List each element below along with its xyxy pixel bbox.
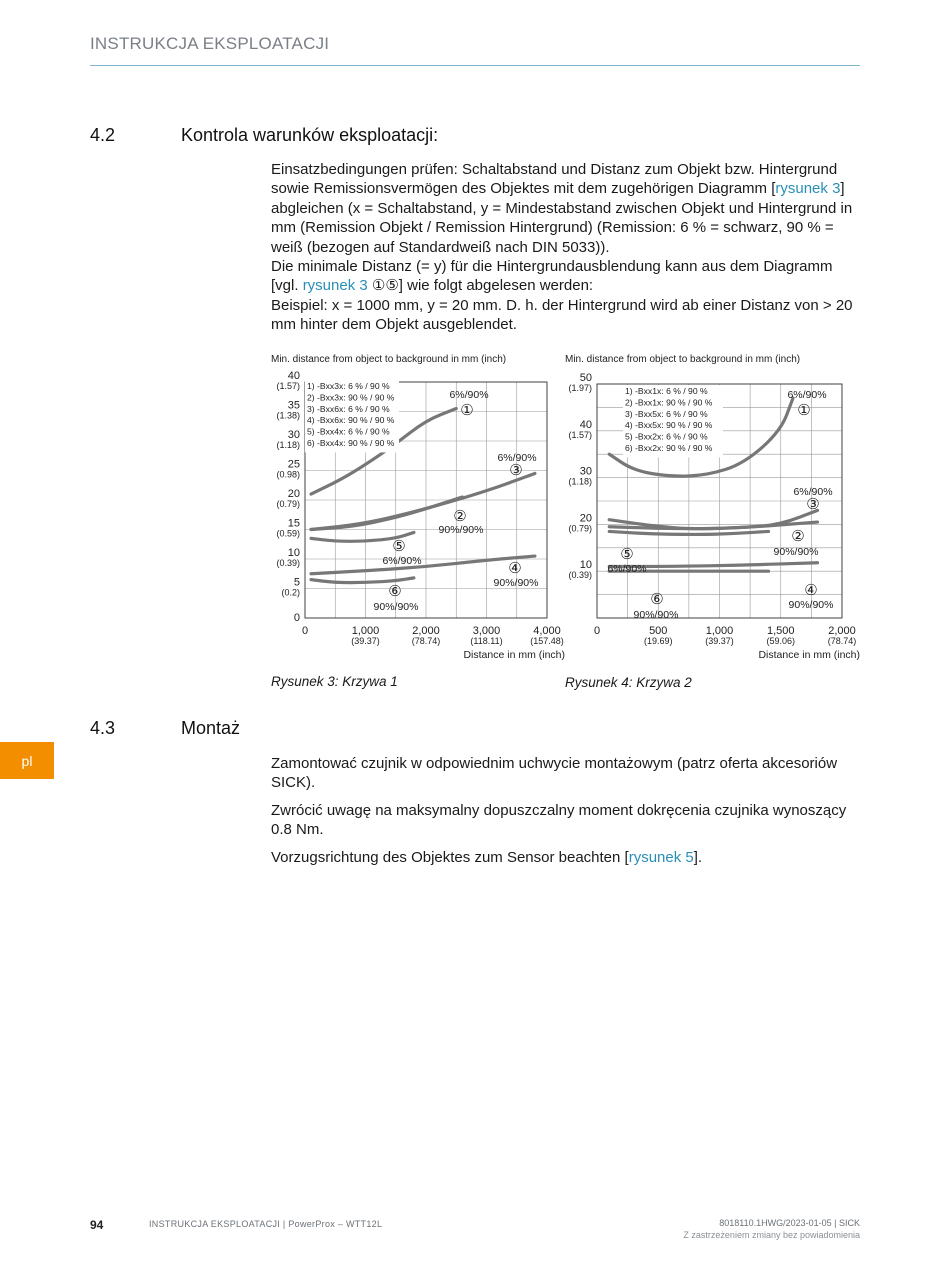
legend-entry: 5) -Bxx4x: 6 % / 90 %: [307, 426, 390, 437]
legend-entry: 4) -Bxx6x: 90 % / 90 %: [307, 415, 395, 426]
paragraph: [271, 160, 856, 257]
x-axis-label: Distance in mm (inch): [463, 649, 565, 661]
legend-entry: 3) -Bxx5x: 6 % / 90 %: [625, 408, 708, 419]
header-title: INSTRUKCJA EKSPLOATACJI: [90, 34, 330, 53]
figure-link[interactable]: rysunek 3: [302, 277, 368, 295]
legend-entry: 5) -Bxx2x: 6 % / 90 %: [625, 431, 708, 442]
footer-note: Z zastrzeżeniem zmiany bez powiadomienia: [683, 1230, 860, 1240]
legend-entry: 4) -Bxx5x: 90 % / 90 %: [625, 420, 713, 431]
text-run: Einsatzbedingungen prüfen: Schaltabstand und Distanz zum Objekt bzw. Hintergrund sowie Remissionsvermögen des Objektes mit dem zugehörigen Diagramm [: [271, 161, 838, 198]
legend-entry: 1) -Bxx3x: 6 % / 90 %: [307, 381, 390, 391]
curve-number-label: ③: [806, 495, 820, 513]
x-tick-label: 4,000: [533, 625, 561, 637]
y-tick-label: 20: [579, 512, 592, 525]
curve-ratio-label: 90%/90%: [373, 601, 419, 613]
y-tick-label: 25: [287, 458, 300, 471]
y-tick-label: 40: [287, 370, 300, 382]
x-tick-label: 3,000: [472, 625, 501, 637]
figure-caption: Rysunek 3: Krzywa 1: [271, 674, 398, 689]
curve-number-label: ②: [453, 507, 467, 525]
curve-number-label: ④: [508, 559, 522, 577]
x-tick-sublabel: (78.74): [827, 636, 857, 646]
y-tick-sublabel: (0.39): [568, 570, 592, 581]
curve-number-label: ⑥: [650, 590, 664, 608]
section-4-2-body: [271, 160, 856, 335]
x-tick-sublabel: (39.37): [705, 636, 734, 646]
x-tick-label: 0: [593, 625, 601, 637]
x-tick-label: 1,000: [705, 625, 734, 637]
curve-ratio-label: 6%/90%: [787, 389, 827, 401]
paragraph: Beispiel: x = 1000 mm, y = 20 mm. D. h. der Hintergrund wird ab einer Distanz von > 20 mm hinter dem Objekt ausgeblendet.: [271, 296, 853, 334]
x-tick-label: 2,000: [828, 625, 856, 637]
x-tick-sublabel: (78.74): [411, 636, 441, 646]
y-tick-sublabel: (0.39): [276, 558, 300, 568]
y-axis-label: Min. distance from object to background in mm (inch): [271, 354, 507, 365]
x-tick-label: 1,500: [766, 625, 795, 637]
y-tick-label: 5: [293, 576, 300, 589]
y-tick-label: 40: [579, 418, 592, 431]
text-run: ] abgleichen (x = Schaltabstand, y = Mindestabstand zwischen Objekt und Hintergrund in mm (Remission Objekt / Remission Hintergrund) (Remission: 6 % = schwarz, 90 % = weiß (bezogen auf Standardweiß nach DIN 5033)).: [271, 180, 853, 256]
section-number: 4.3: [90, 718, 116, 738]
curve-number-label: ①: [460, 401, 474, 419]
y-tick-sublabel: (0.98): [276, 469, 300, 480]
text-run: ].: [693, 848, 703, 866]
y-tick-label: 10: [287, 547, 300, 559]
curve-ratio-label: 90%/90%: [773, 546, 819, 558]
legend-entry: 6) -Bxx4x: 90 % / 90 %: [307, 438, 395, 448]
y-tick-sublabel: (0.79): [568, 523, 592, 534]
x-tick-sublabel: (118.11): [470, 636, 503, 646]
curve-number-label: ③: [509, 461, 523, 479]
section-number: 4.2: [90, 125, 116, 145]
footer-doc-title: INSTRUKCJA EKSPLOATACJI | PowerProx – WTT12L: [149, 1219, 383, 1229]
legend-entry: 3) -Bxx6x: 6 % / 90 %: [307, 403, 390, 414]
y-tick-sublabel: (0.59): [276, 528, 300, 539]
curve-ratio-label: 90%/90%: [788, 599, 834, 611]
x-tick-sublabel: (157.48): [530, 636, 564, 646]
x-tick-label: 0: [301, 625, 309, 637]
curve-ratio-label: 6%/90%: [607, 563, 647, 575]
x-tick-label: 500: [649, 625, 668, 637]
y-tick-sublabel: (0.2): [281, 587, 300, 598]
curve-number-label: ⑤: [620, 545, 634, 563]
legend-entry: 1) -Bxx1x: 6 % / 90 %: [625, 386, 708, 396]
footer-reference: 8018110.1HWG/2023-01-05 | SICK: [719, 1218, 860, 1228]
legend-entry: 2) -Bxx3x: 90 % / 90 %: [307, 392, 395, 403]
curve-number-label: ④: [804, 581, 818, 599]
y-tick-sublabel: (0.79): [276, 499, 300, 509]
figure-caption: Rysunek 4: Krzywa 2: [565, 675, 692, 690]
x-tick-sublabel: (39.37): [351, 636, 380, 646]
y-tick-label: 20: [287, 488, 300, 500]
y-tick-sublabel: (1.57): [276, 381, 300, 391]
y-tick-sublabel: (1.18): [568, 476, 592, 487]
curve-ratio-label: 6%/90%: [497, 452, 537, 464]
data-curve: [311, 473, 535, 529]
section-title: Montaż: [181, 718, 241, 738]
y-tick-sublabel: (1.38): [276, 410, 300, 421]
x-tick-sublabel: (59.06): [766, 636, 796, 646]
y-tick-label: 30: [579, 465, 592, 478]
chart-1: [271, 350, 571, 666]
x-tick-label: 2,000: [412, 625, 440, 637]
y-tick-label: 0: [293, 612, 300, 624]
page-number: 94: [90, 1218, 104, 1232]
chart-2-svg: [565, 350, 865, 668]
curve-ratio-label: 6%/90%: [382, 555, 422, 567]
chart-2: [565, 350, 865, 668]
text-run: Vorzugsrichtung des Objektes zum Sensor beachten [: [271, 848, 629, 866]
paragraph: Zamontować czujnik w odpowiednim uchwycie montażowym (patrz oferta akcesoriów SICK).: [271, 755, 838, 792]
paragraph: [271, 257, 856, 296]
y-axis-label: Min. distance from object to background in mm (inch): [565, 354, 801, 365]
text-run: Die minimale Distanz (= y) für die Hintergrundausblendung kann aus dem Diagramm [vgl.: [271, 258, 833, 295]
x-axis-label: Distance in mm (inch): [758, 649, 860, 661]
y-tick-label: 15: [287, 517, 300, 530]
curve-number-label: ⑥: [388, 582, 402, 600]
y-tick-label: 50: [579, 372, 592, 384]
figure-link[interactable]: rysunek 5: [628, 848, 694, 866]
y-tick-label: 35: [287, 399, 300, 412]
figure-link[interactable]: rysunek 3: [775, 180, 841, 198]
curve-ratio-label: 6%/90%: [793, 486, 833, 498]
curve-ratio-label: 6%/90%: [449, 389, 489, 401]
curve-ratio-label: 90%/90%: [633, 609, 679, 621]
curve-number-label: ⑤: [392, 537, 406, 555]
curve-number-label: ②: [791, 527, 805, 545]
section-4-3-body: [271, 754, 856, 875]
y-tick-sublabel: (1.57): [568, 429, 592, 440]
curve-ratio-label: 90%/90%: [438, 524, 484, 536]
x-tick-label: 1,000: [351, 625, 380, 637]
chart-1-svg: [271, 350, 571, 666]
legend-entry: 2) -Bxx1x: 90 % / 90 %: [625, 397, 713, 408]
header-rule: [90, 65, 860, 66]
y-tick-sublabel: (1.18): [276, 440, 300, 450]
section-title: Kontrola warunków eksploatacji:: [181, 125, 439, 145]
legend-entry: 6) -Bxx2x: 90 % / 90 %: [625, 443, 713, 453]
paragraph: [271, 848, 856, 867]
y-tick-label: 10: [579, 559, 592, 572]
curve-number-label: ①: [797, 401, 811, 419]
x-tick-sublabel: (19.69): [643, 636, 673, 646]
curve-ratio-label: 90%/90%: [493, 577, 539, 589]
text-run: ①⑤] wie folgt abgelesen werden:: [367, 277, 594, 295]
paragraph: Zwrócić uwagę na maksymalny dopuszczalny moment dokręcenia czujnika wynoszący 0.8 Nm.: [271, 801, 847, 839]
y-tick-sublabel: (1.97): [568, 383, 592, 393]
y-tick-label: 30: [287, 429, 300, 441]
language-tab[interactable]: pl: [0, 742, 54, 779]
